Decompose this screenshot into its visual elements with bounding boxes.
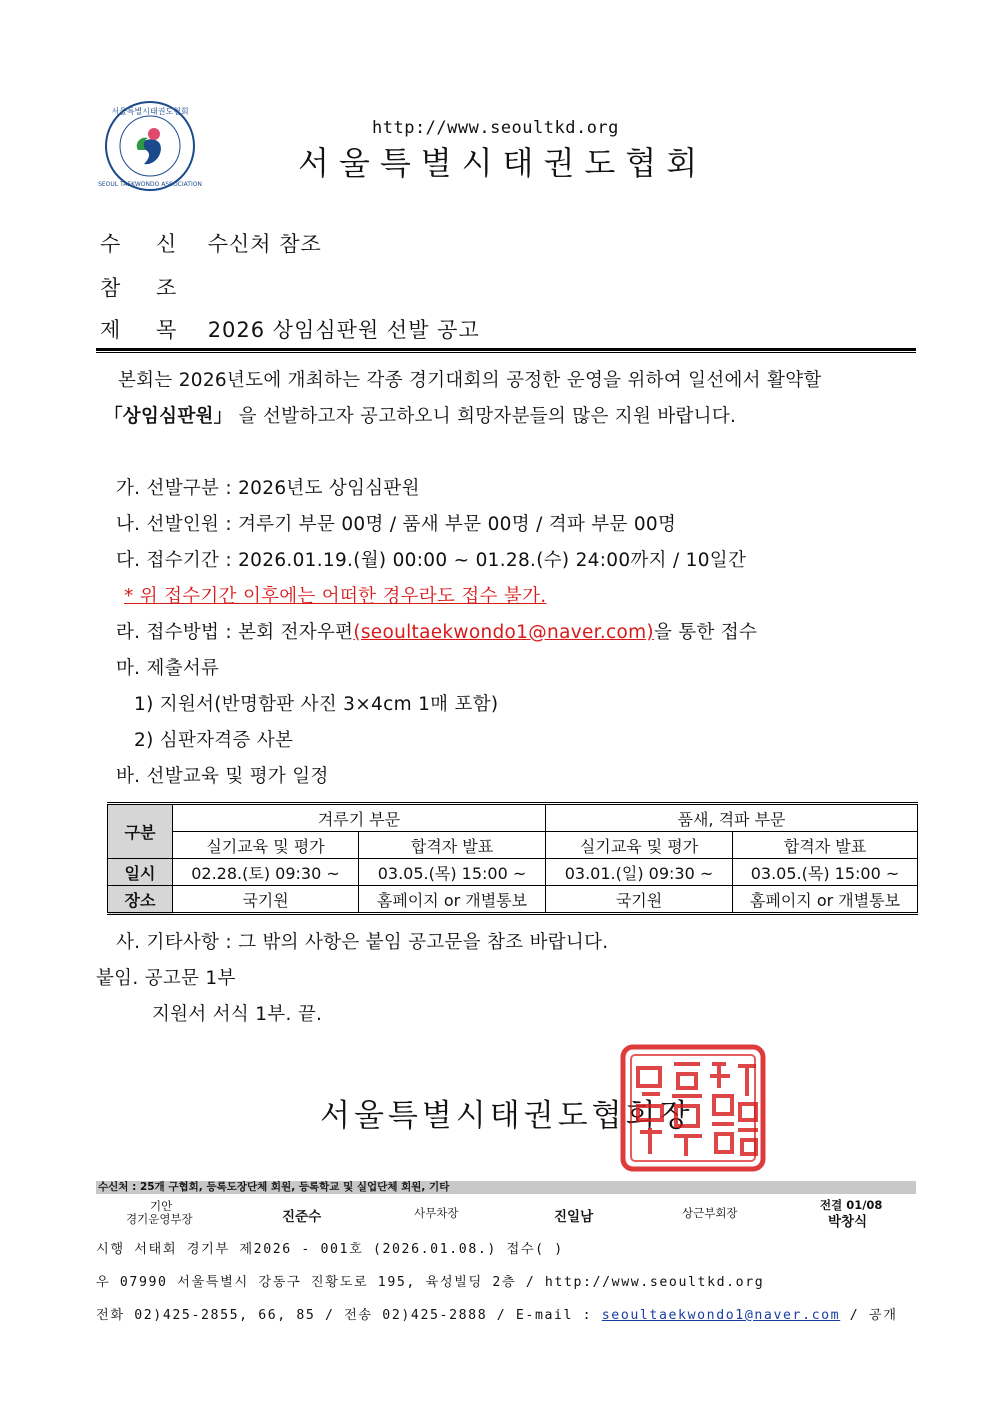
item-ba: 바. 선발교육 및 평가 일정 <box>116 766 329 787</box>
item-sa: 사. 기타사항 : 그 밖의 사항은 붙임 공고문을 참조 바랍니다. <box>116 932 609 953</box>
place-cell: 홈페이지 or 개별통보 <box>359 886 546 914</box>
subject-row <box>100 314 480 344</box>
place-cell: 국기원 <box>546 886 733 914</box>
table-row <box>108 859 918 886</box>
warning-text: * 위 접수기간 이후에는 어떠한 경우라도 접수 불가. <box>124 586 547 607</box>
official-seal-icon <box>620 1044 766 1172</box>
approve-note: 전결 01/08 <box>820 1198 883 1212</box>
draft-name: 진준수 <box>282 1209 322 1225</box>
contact-public: / 공개 <box>849 1308 898 1323</box>
date-cell: 03.05.(목) 15:00 ~ <box>359 859 546 886</box>
intro-highlight: 「상임심판원」 <box>104 406 233 427</box>
recipient-list-bar <box>96 1181 916 1194</box>
contact-line <box>96 1304 898 1323</box>
item-ra-post: 을 통한 접수 <box>653 622 758 643</box>
item-ma-1: 1) 지원서(반명함판 사진 3×4cm 1매 포함) <box>134 694 499 715</box>
intro-line-2-rest: 을 선발하고자 공고하오니 희망자분들의 많은 지원 바랍니다. <box>238 406 737 427</box>
item-da: 다. 접수기간 : 2026.01.19.(월) 00:00 ~ 01.28.(수) 24:00까지 / 10일간 <box>116 550 747 571</box>
row-label-date: 일시 <box>108 859 173 886</box>
org-title: 서울특별시태권도협회 <box>298 144 708 182</box>
header-category: 구분 <box>108 804 173 859</box>
header-kyorugi: 겨루기 부문 <box>173 804 546 832</box>
header-kyorugi-training: 실기교육 및 평가 <box>173 832 359 859</box>
intro-line-2 <box>104 402 736 428</box>
review-name: 진일남 <box>554 1209 594 1225</box>
item-ra-label: 라. 접수방법 : 본회 전자우편 <box>116 622 354 643</box>
recipient-label-2: 신 <box>156 232 177 256</box>
review-role: 사무차장 <box>414 1206 459 1220</box>
header-url[interactable]: http://www.seoultkd.org <box>372 118 619 138</box>
subject-label-1: 제 <box>100 318 121 342</box>
item-ma: 마. 제출서류 <box>116 658 220 679</box>
reference-label-2: 조 <box>156 276 177 300</box>
header-poomsae-training: 실기교육 및 평가 <box>546 832 733 859</box>
attachment-1: 붙임. 공고문 1부 <box>96 968 236 989</box>
recipient-label-1: 수 <box>100 232 121 256</box>
intro-line-1: 본회는 2026년도에 개최하는 각종 경기대회의 공정한 운영을 위하여 일선에서 활약할 <box>118 370 822 391</box>
recipient-value: 수신처 참조 <box>207 232 322 256</box>
address-line: 우 07990 서울특별시 강동구 진황도로 195, 육성빌딩 2층 / http://www.seoultkd.org <box>96 1275 765 1290</box>
association-logo <box>98 100 202 192</box>
date-cell: 03.01.(일) 09:30 ~ <box>546 859 733 886</box>
signatory-title: 서울특별시태권도협회장 <box>320 1098 694 1134</box>
draft-role: 경기운영부장 <box>126 1212 193 1226</box>
reference-label-1: 참 <box>100 276 121 300</box>
row-label-place: 장소 <box>108 886 173 914</box>
table-row <box>108 886 918 914</box>
subject-value: 2026 상임심판원 선발 공고 <box>207 318 480 342</box>
approve-name: 박창식 <box>828 1214 868 1230</box>
place-cell: 홈페이지 or 개별통보 <box>733 886 918 914</box>
place-cell: 국기원 <box>173 886 359 914</box>
draft-label: 기안 <box>150 1199 173 1213</box>
header-kyorugi-result: 합격자 발표 <box>359 832 546 859</box>
approve-role: 상근부회장 <box>682 1206 738 1220</box>
recipient-list: 수신처 : 25개 구협회, 등록도장단체 회원, 등록학교 및 실업단체 회원, 기타 <box>98 1181 450 1193</box>
svg-text:서울특별시태권도협회: 서울특별시태권도협회 <box>111 107 189 116</box>
schedule-table <box>107 802 918 915</box>
subject-label-2: 목 <box>156 318 177 342</box>
item-ga: 가. 선발구분 : 2026년도 상임심판원 <box>116 478 420 499</box>
svg-text:SEOUL TAEKWONDO ASSOCIATION: SEOUL TAEKWONDO ASSOCIATION <box>98 181 202 188</box>
attachment-2: 지원서 서식 1부. 끝. <box>152 1004 323 1025</box>
submission-email-link[interactable]: (seoultaekwondo1@naver.com) <box>353 622 654 643</box>
contact-email-link[interactable]: seoultaekwondo1@naver.com <box>601 1308 841 1323</box>
item-na: 나. 선발인원 : 겨루기 부문 00명 / 품새 부문 00명 / 격파 부문 00명 <box>116 514 677 535</box>
header-poomsae-result: 합격자 발표 <box>733 832 918 859</box>
date-cell: 02.28.(토) 09:30 ~ <box>173 859 359 886</box>
enforcement-line: 시행 서태회 경기부 제2026 - 001호 (2026.01.08.) 접수( ) <box>96 1242 564 1257</box>
subject-divider <box>96 348 916 351</box>
header-poomsae: 품새, 격파 부문 <box>546 804 918 832</box>
contact-phone: 전화 02)425-2855, 66, 85 / 전송 02)425-2888 / E-mail : <box>96 1308 593 1323</box>
date-cell: 03.05.(목) 15:00 ~ <box>733 859 918 886</box>
reference-row <box>100 272 200 302</box>
item-ma-2: 2) 심판자격증 사본 <box>134 730 294 751</box>
recipient-row <box>100 228 322 258</box>
item-ra <box>116 618 757 644</box>
